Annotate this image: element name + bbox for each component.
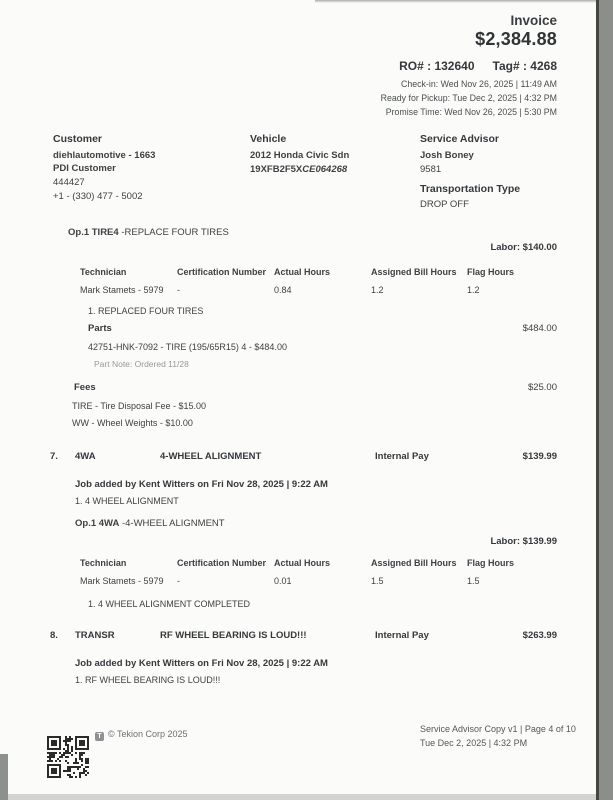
customer-number: 444427: [53, 177, 85, 188]
job-number: 7.: [50, 451, 58, 462]
labor-total-tire: [490, 242, 557, 253]
labor-table-header-alignment: [0, 558, 557, 571]
col-assigned-bill-hours: Assigned Bill Hours: [371, 267, 457, 277]
cell-technician: Mark Stamets - 5979: [80, 285, 164, 295]
cell-assigned-bill-hours: 1.5: [371, 576, 384, 586]
job-number: 8.: [50, 630, 58, 641]
job-code: TRANSR: [75, 630, 115, 641]
invoice-total: $2,384.88: [475, 29, 557, 49]
cell-flag-hours: 1.5: [467, 576, 480, 586]
cell-assigned-bill-hours: 1.2: [371, 285, 384, 295]
job-added-by: Job added by Kent Witters on Fri Nov 28, 2025 | 9:22 AM: [75, 658, 328, 669]
job-pay-type: Internal Pay: [375, 630, 429, 641]
fee-line: WW - Wheel Weights - $10.00: [72, 418, 193, 428]
col-technician: Technician: [80, 267, 127, 277]
page-info: Service Advisor Copy v1 | Page 4 of 10: [420, 724, 576, 734]
cell-certification: -: [177, 576, 180, 586]
vehicle-model: 2012 Honda Civic Sdn: [250, 150, 350, 161]
col-flag-hours: Flag Hours: [467, 558, 515, 568]
op-description: -4-WHEEL ALIGNMENT: [119, 518, 225, 529]
job-amount: $263.99: [522, 630, 557, 641]
ro-tag-line: [399, 59, 557, 73]
customer-name: diehlautomotive - 1663: [53, 150, 156, 161]
col-actual-hours: Actual Hours: [274, 267, 331, 277]
transportation-type-heading: Transportation Type: [420, 183, 521, 195]
qr-code: [47, 736, 89, 778]
customer-type: PDI Customer: [53, 163, 116, 174]
job-concern: 1. 4 WHEEL ALIGNMENT: [75, 496, 179, 506]
job-added-by: Job added by Kent Witters on Fri Nov 28, 2025 | 9:22 AM: [75, 479, 328, 490]
scan-bottom-edge: [0, 794, 596, 800]
checkin-time: Check-in: Wed Nov 26, 2025 | 11:49 AM: [401, 79, 557, 89]
service-advisor-name: Josh Boney: [420, 150, 474, 161]
scan-right-edge: [596, 0, 613, 800]
vin-suffix: CE064268: [302, 164, 348, 175]
vehicle-vin: [250, 164, 347, 175]
labor-label: Labor:: [490, 536, 521, 547]
invoice-title: Invoice: [510, 13, 557, 28]
tekion-logo-icon: T: [95, 732, 104, 741]
op-description: -REPLACE FOUR TIRES: [118, 227, 229, 238]
cell-flag-hours: 1.2: [467, 285, 480, 295]
col-flag-hours: Flag Hours: [467, 267, 515, 277]
job-row-bearing: [0, 630, 557, 644]
scan-top-edge: [315, 0, 596, 3]
service-advisor-heading: Service Advisor: [420, 133, 499, 145]
cell-technician: Mark Stamets - 5979: [80, 576, 164, 586]
col-certification: Certification Number: [177, 267, 267, 277]
op-line-tire: [68, 227, 229, 238]
ready-for-pickup-time: Ready for Pickup: Tue Dec 2, 2025 | 4:32 PM: [380, 93, 557, 103]
copyright-text: © Tekion Corp 2025: [108, 729, 188, 739]
labor-table-row-alignment: [0, 576, 557, 589]
op-code: Op.1 4WA: [75, 518, 120, 529]
job-concern: 1. RF WHEEL BEARING IS LOUD!!!: [75, 675, 221, 685]
col-certification: Certification Number: [177, 558, 267, 568]
job-amount: $139.99: [522, 451, 557, 462]
vin-prefix: 19XFB2F5X: [250, 164, 303, 175]
part-note: Part Note: Ordered 11/28: [94, 359, 189, 369]
job-code: 4WA: [75, 451, 96, 462]
labor-table-header-tire: [0, 267, 557, 280]
labor-label: Labor:: [490, 242, 521, 253]
transportation-type-value: DROP OFF: [420, 199, 469, 210]
part-line: 42751-HNK-7092 - TIRE (195/65R15) 4 - $484.00: [88, 342, 287, 352]
job-pay-type: Internal Pay: [375, 451, 429, 462]
fee-line: TIRE - Tire Disposal Fee - $15.00: [72, 401, 207, 411]
cell-actual-hours: 0.84: [274, 285, 292, 295]
cell-certification: -: [177, 285, 180, 295]
copyright-line: [95, 729, 188, 741]
service-advisor-number: 9581: [420, 164, 442, 175]
customer-heading: Customer: [53, 133, 103, 145]
job-row-alignment: [0, 451, 557, 465]
col-assigned-bill-hours: Assigned Bill Hours: [371, 558, 457, 568]
print-date: Tue Dec 2, 2025 | 4:32 PM: [420, 738, 528, 748]
job-title: 4-WHEEL ALIGNMENT: [160, 451, 262, 462]
customer-phone: +1 - (330) 477 - 5002: [53, 191, 143, 202]
labor-total-alignment: [490, 536, 557, 547]
labor-amount: $140.00: [522, 242, 557, 253]
tag-number: Tag# : 4268: [492, 59, 557, 73]
job-title: RF WHEEL BEARING IS LOUD!!!: [160, 630, 307, 641]
parts-total: $484.00: [522, 323, 557, 334]
story-line-tire: 1. REPLACED FOUR TIRES: [88, 306, 204, 316]
story-line-alignment: 1. 4 WHEEL ALIGNMENT COMPLETED: [88, 599, 251, 609]
cell-actual-hours: 0.01: [274, 576, 292, 586]
op-line-alignment: [75, 518, 225, 529]
promise-time: Promise Time: Wed Nov 26, 2025 | 5:30 PM: [385, 107, 557, 117]
fees-total: $25.00: [527, 382, 557, 393]
parts-heading: Parts: [88, 323, 112, 334]
fees-heading: Fees: [74, 382, 96, 393]
col-technician: Technician: [80, 558, 127, 568]
ro-number: RO# : 132640: [399, 59, 475, 73]
col-actual-hours: Actual Hours: [274, 558, 331, 568]
op-code: Op.1 TIRE4: [68, 227, 119, 238]
vehicle-heading: Vehicle: [250, 133, 287, 145]
scan-bottom-left-edge: [0, 754, 8, 800]
labor-amount: $139.99: [522, 536, 557, 547]
labor-table-row-tire: [0, 285, 557, 298]
